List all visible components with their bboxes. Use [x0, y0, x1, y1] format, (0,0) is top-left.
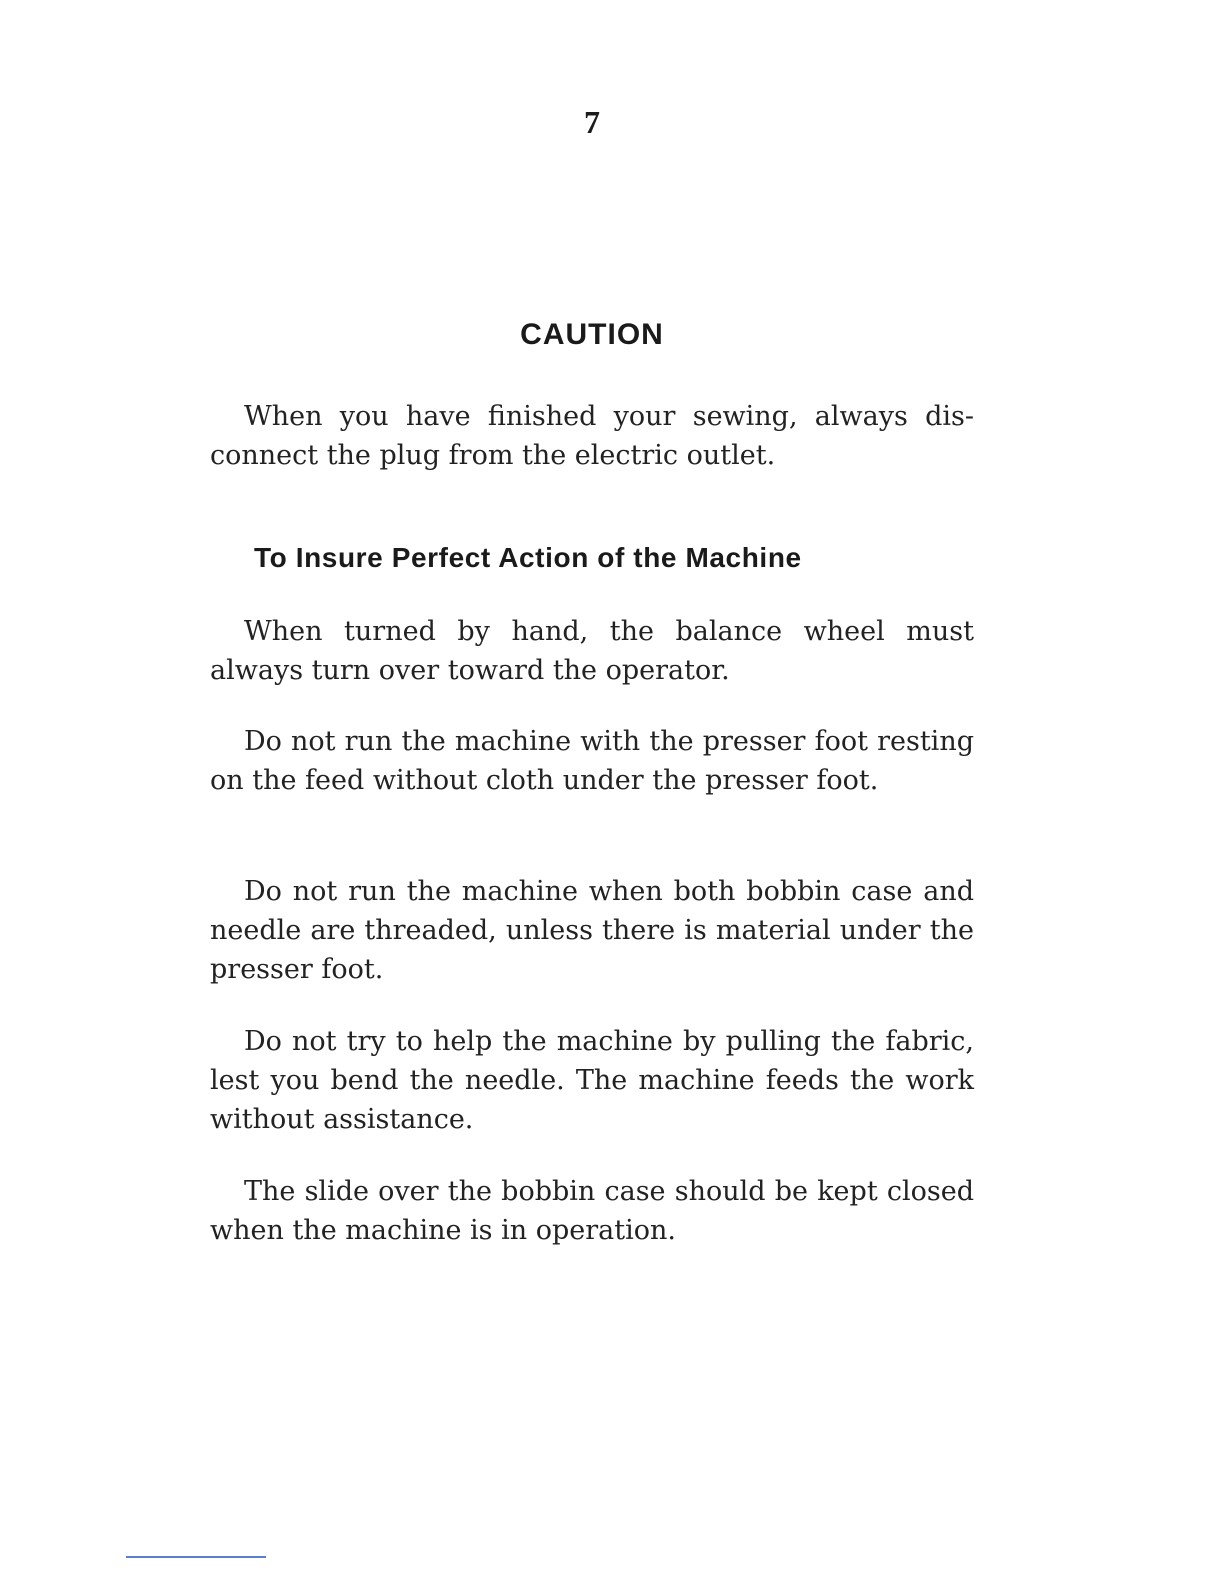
section-heading: To Insure Perfect Action of the Machine [254, 542, 802, 573]
caution-paragraph: When you have finished your sewing, always dis-connect the plug from the electric outlet. [210, 401, 974, 471]
instruction-paragraph: Do not try to help the machine by pulling the fabric, lest you bend the needle. The machine feeds the work without assistance. [210, 1026, 974, 1135]
instruction-paragraph: Do not run the machine with the presser foot resting on the feed without cloth under the presser foot. [210, 726, 974, 796]
instruction-paragraph: Do not run the machine when both bobbin case and needle are threaded, unless there is material under the presser foot. [210, 876, 974, 985]
page-number: 7 [584, 104, 600, 140]
instruction-paragraph: When turned by hand, the balance wheel must always turn over toward the operator. [210, 616, 974, 686]
instruction-paragraph: The slide over the bobbin case should be kept closed when the machine is in operation. [210, 1176, 974, 1246]
footer-rule [126, 1556, 266, 1558]
caution-heading: CAUTION [520, 318, 664, 351]
